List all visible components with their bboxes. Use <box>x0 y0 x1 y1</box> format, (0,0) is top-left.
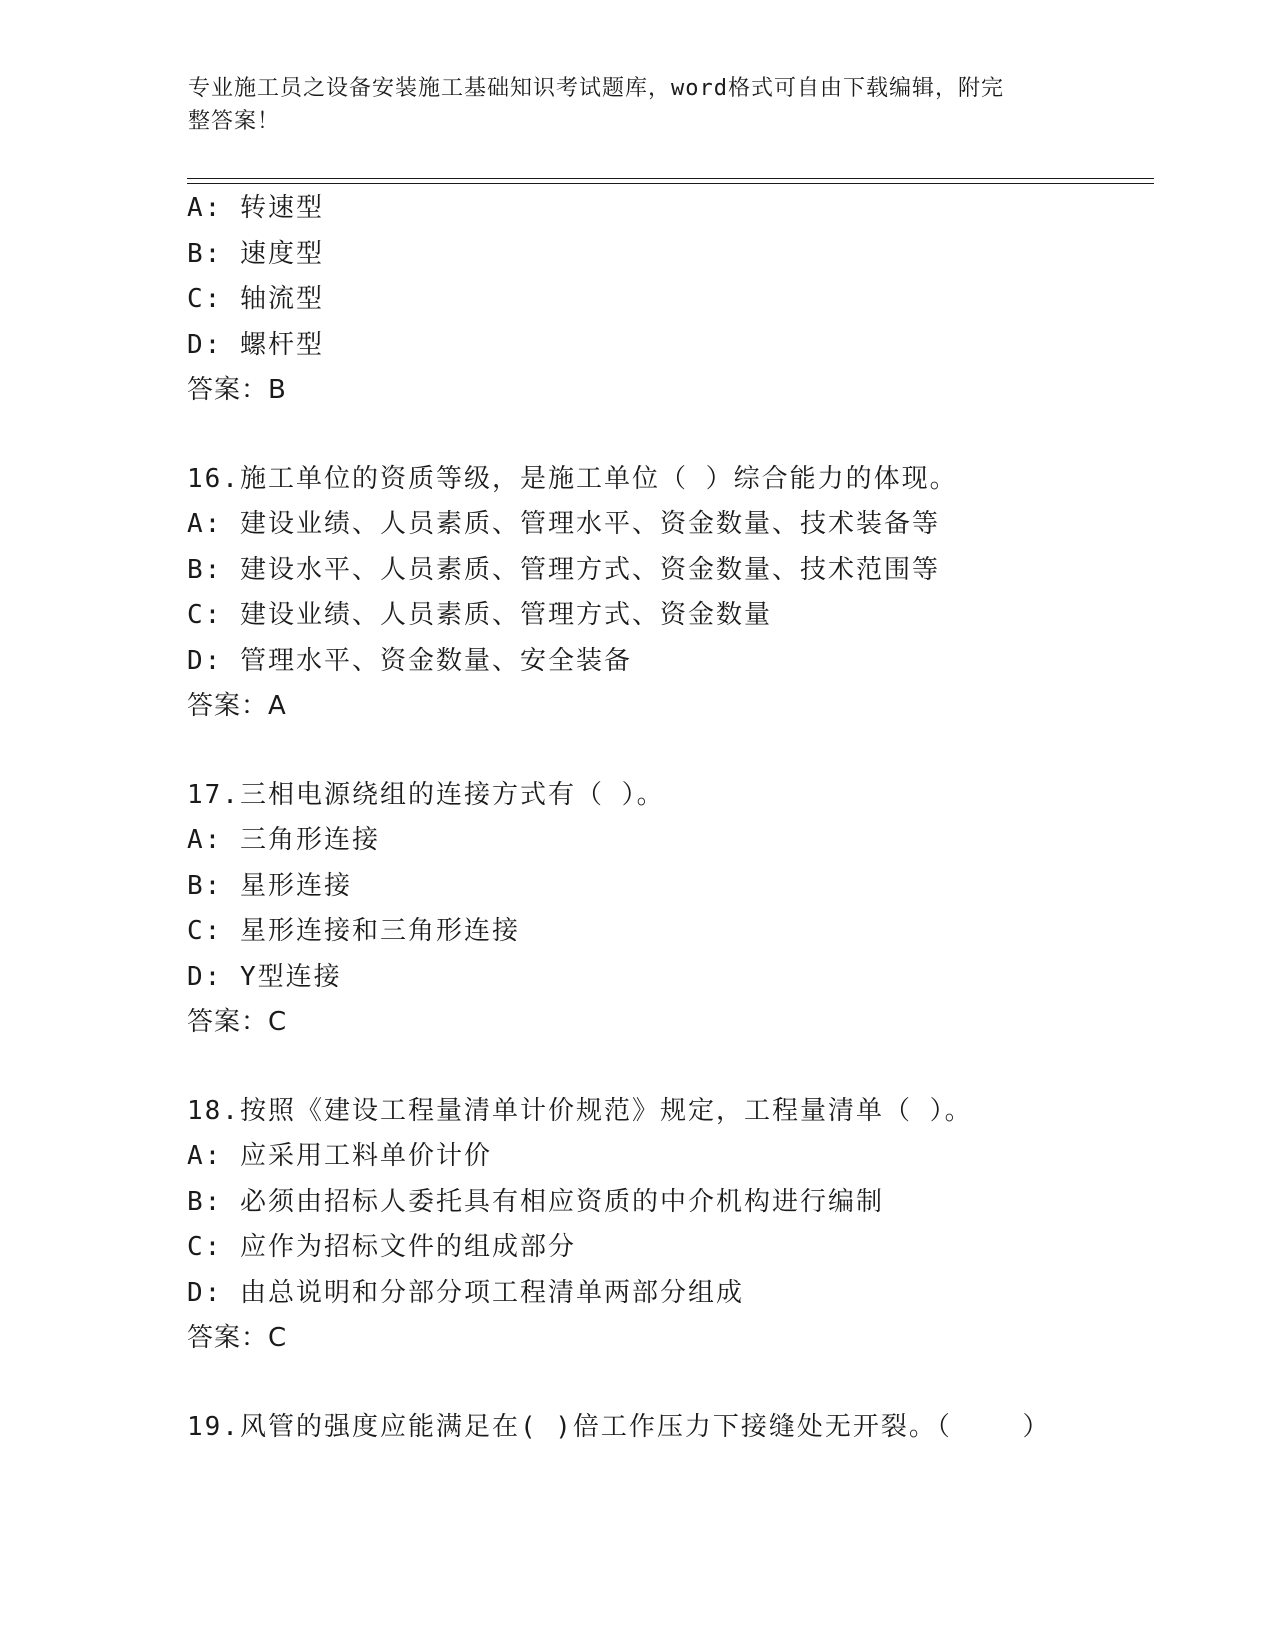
question-block-17 <box>187 773 1167 1046</box>
document-header <box>188 72 1068 138</box>
question-block-19 <box>187 1405 1167 1451</box>
option-a: A: 三角形连接 <box>187 825 380 855</box>
question-block-18 <box>187 1089 1167 1362</box>
question-block-15 <box>187 186 1167 414</box>
header-rule-bottom <box>187 183 1154 184</box>
option-b: B: 星形连接 <box>187 870 352 901</box>
option-d: D: 螺杆型 <box>187 329 324 360</box>
question-stem: 18.按照《建设工程量清单计价规范》规定，工程量清单（ ）。 <box>187 1095 973 1126</box>
option-b: B: 建设水平、人员素质、管理方式、资金数量、技术范围等 <box>187 554 940 585</box>
header-title-line-1: 专业施工员之设备安装施工基础知识考试题库，word格式可自由下载编辑，附完 <box>188 76 1004 101</box>
spacer <box>187 730 1167 773</box>
answer-line: 答案：C <box>187 1323 288 1353</box>
header-rule-top <box>187 178 1154 179</box>
question-stem: 16.施工单位的资质等级，是施工单位（ ）综合能力的体现。 <box>187 463 958 494</box>
option-d: D: 由总说明和分部分项工程清单两部分组成 <box>187 1277 744 1308</box>
header-title-line-2: 整答案！ <box>188 109 281 134</box>
question-block-16 <box>187 457 1167 730</box>
spacer <box>187 414 1167 457</box>
answer-line: 答案：C <box>187 1007 288 1037</box>
option-d: D: 管理水平、资金数量、安全装备 <box>187 645 632 676</box>
option-a: A: 转速型 <box>187 193 324 223</box>
option-d: D: Y型连接 <box>187 961 342 992</box>
option-c: C: 星形连接和三角形连接 <box>187 916 520 946</box>
answer-line: 答案：A <box>187 691 287 721</box>
question-stem: 19.风管的强度应能满足在( )倍工作压力下接缝处无开裂。（ ） <box>187 1411 1051 1442</box>
option-a: A: 建设业绩、人员素质、管理水平、资金数量、技术装备等 <box>187 509 940 539</box>
option-b: B: 必须由招标人委托具有相应资质的中介机构进行编制 <box>187 1186 884 1217</box>
option-c: C: 轴流型 <box>187 284 324 314</box>
question-stem: 17.三相电源绕组的连接方式有（ ）。 <box>187 779 665 810</box>
option-c: C: 应作为招标文件的组成部分 <box>187 1232 576 1262</box>
option-a: A: 应采用工料单价计价 <box>187 1141 492 1171</box>
question-list <box>187 186 1167 1450</box>
spacer <box>187 1362 1167 1405</box>
answer-line: 答案：B <box>187 375 287 405</box>
option-c: C: 建设业绩、人员素质、管理方式、资金数量 <box>187 600 772 630</box>
option-b: B: 速度型 <box>187 238 324 269</box>
spacer <box>187 1046 1167 1089</box>
